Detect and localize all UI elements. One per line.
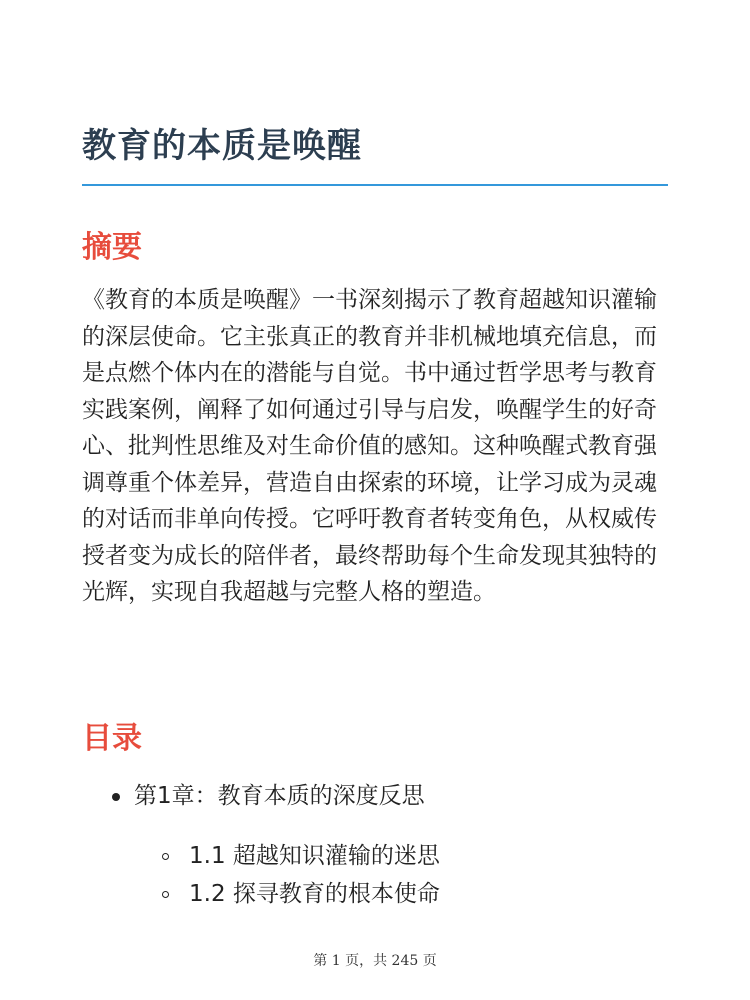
bullet-dot-icon <box>112 793 120 801</box>
toc-heading: 目录 <box>82 721 142 756</box>
summary-heading: 摘要 <box>82 230 142 265</box>
toc-chapter-label: 第1章：教育本质的深度反思 <box>134 783 425 809</box>
toc-section-label: 1.2 探寻教育的根本使命 <box>189 881 440 907</box>
bullet-circle-icon <box>162 853 169 860</box>
toc-section-label: 1.1 超越知识灌输的迷思 <box>189 843 440 869</box>
toc-section-1-1[interactable] <box>162 838 440 874</box>
title-divider <box>82 184 668 186</box>
document-title: 教育的本质是唤醒 <box>82 126 362 166</box>
summary-paragraph: 《教育的本质是唤醒》一书深刻揭示了教育超越知识灌输的深层使命。它主张真正的教育并非机械地填充信息，而是点燃个体内在的潜能与自觉。书中通过哲学思考与教育实践案例，阐释了如何通过引导与启发，唤醒学生的好奇心、批判性思维及对生命价值的感知。这种唤醒式教育强调尊重个体差异，营造自由探索的环境，让学习成为灵魂的对话而非单向传授。它呼吁教育者转变角色，从权威传授者变为成长的陪伴者，最终帮助每个生命发现其独特的光辉，实现自我超越与完整人格的塑造。 <box>82 287 657 605</box>
bullet-circle-icon <box>162 891 169 898</box>
page-footer: 第 1 页，共 245 页 <box>313 953 437 969</box>
toc-chapter-1[interactable] <box>112 778 425 814</box>
toc-section-1-2[interactable] <box>162 876 440 912</box>
